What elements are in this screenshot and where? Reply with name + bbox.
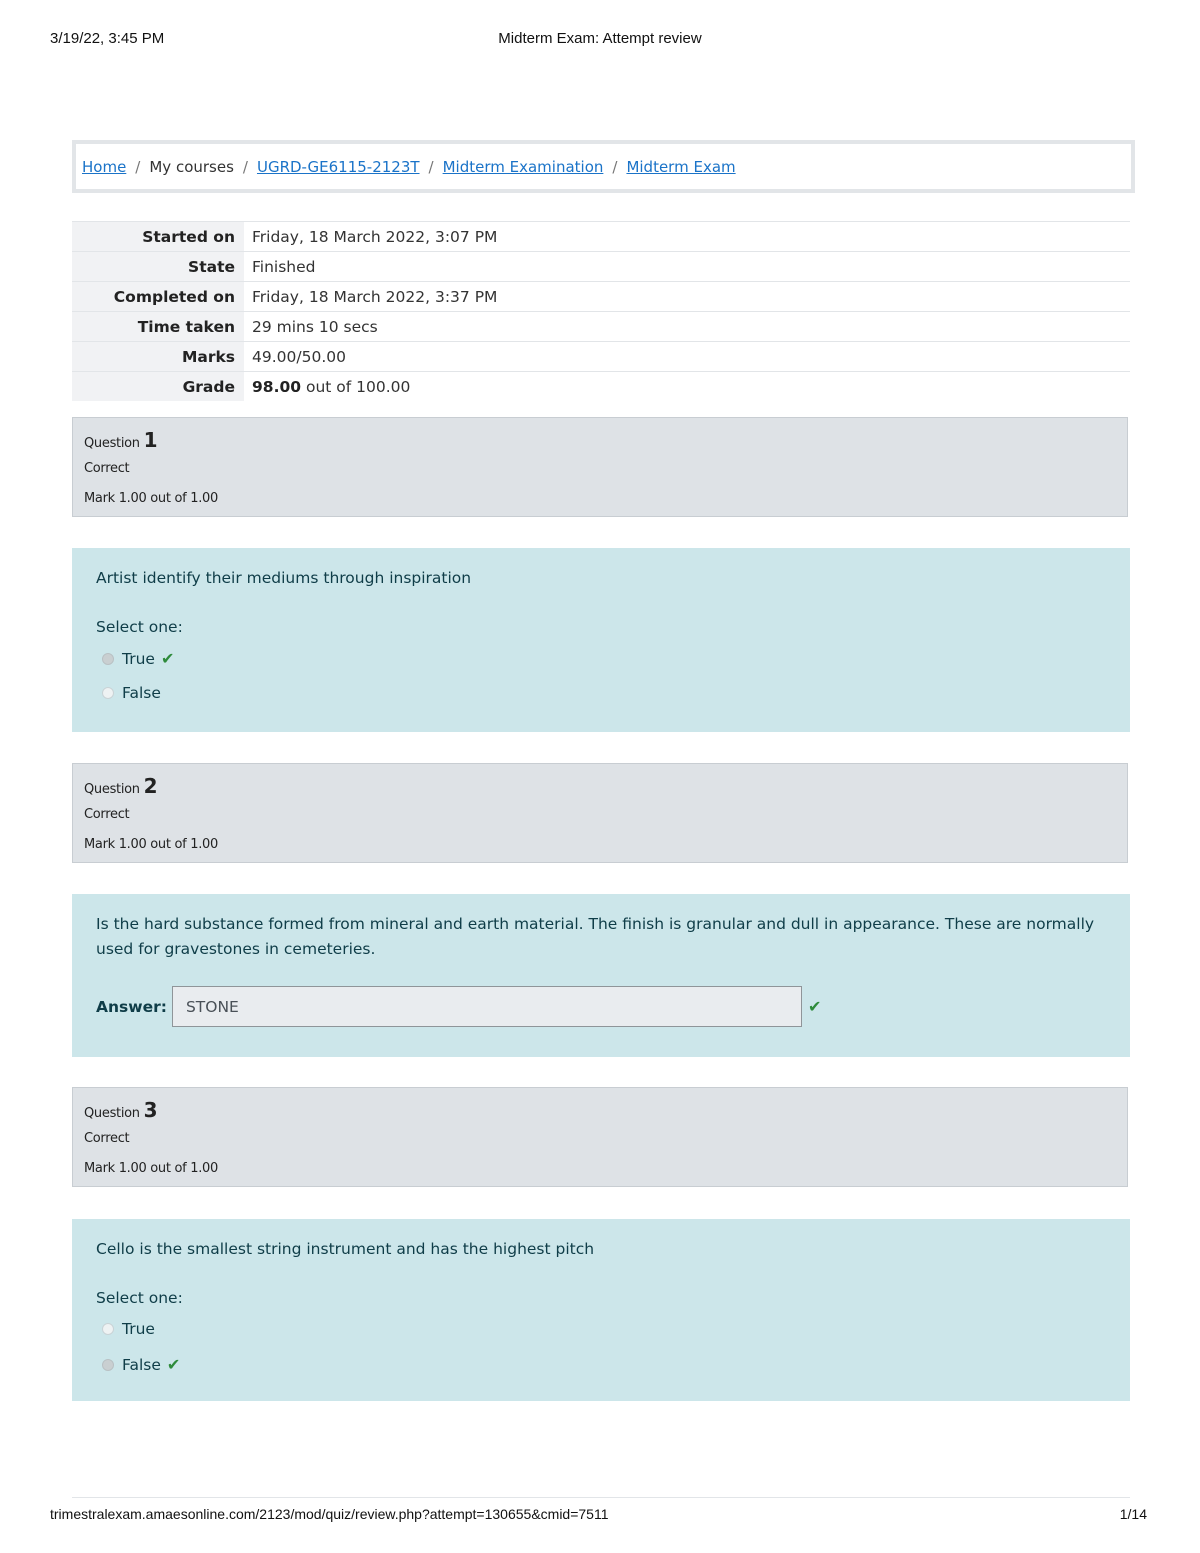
summary-value: 29 mins 10 secs [244, 312, 1130, 342]
breadcrumb-separator: / [242, 157, 248, 176]
option-false[interactable] [102, 684, 161, 702]
radio-button[interactable] [102, 653, 114, 665]
option-label: False [122, 684, 161, 702]
question-text: Is the hard substance formed from mineral and earth material. The finish is granular and dull in appearance. These are normally used for gravestones in cemeteries. [96, 915, 1095, 958]
breadcrumb-home-link[interactable]: Home [82, 157, 127, 176]
radio-button[interactable] [102, 687, 114, 699]
question-mark: Mark 1.00 out of 1.00 [84, 837, 218, 852]
question-label: Question [84, 782, 140, 797]
question-text: Cello is the smallest string instrument and has the highest pitch [96, 1240, 595, 1258]
summary-value: Finished [244, 252, 1130, 282]
question-1-info [72, 417, 1128, 517]
footer-divider [72, 1497, 1130, 1498]
print-page-title: Midterm Exam: Attempt review [498, 30, 702, 47]
correct-check-icon: ✔ [160, 649, 175, 668]
answer-label: Answer: [96, 997, 167, 1016]
question-number [84, 1098, 158, 1122]
print-date: 3/19/22, 3:45 PM [50, 30, 165, 47]
option-true[interactable] [102, 649, 174, 668]
summary-value: Friday, 18 March 2022, 3:07 PM [244, 222, 1130, 252]
breadcrumb-separator: / [612, 157, 618, 176]
summary-label: Completed on [72, 282, 244, 312]
question-number [84, 428, 158, 452]
option-true[interactable] [102, 1320, 155, 1338]
summary-label: Grade [72, 372, 244, 402]
question-3-content [72, 1219, 1130, 1401]
question-2-info [72, 763, 1128, 863]
question-3-info [72, 1087, 1128, 1187]
question-label: Question [84, 1106, 140, 1121]
option-label: True [122, 649, 155, 668]
question-state: Correct [84, 807, 130, 822]
grade-suffix: out of 100.00 [305, 377, 411, 396]
print-page-number: 1/14 [1119, 1506, 1147, 1522]
question-1-content [72, 548, 1130, 732]
breadcrumb-separator: / [135, 157, 141, 176]
question-state: Correct [84, 461, 130, 476]
grade-value: 98.00 [252, 377, 302, 396]
summary-row-completed [72, 282, 1130, 312]
option-false[interactable] [102, 1355, 180, 1374]
summary-row-state [72, 252, 1130, 282]
summary-label: Marks [72, 342, 244, 372]
question-label: Question [84, 436, 140, 451]
breadcrumb-my-courses: My courses [149, 157, 234, 176]
summary-value: 49.00/50.00 [244, 342, 1130, 372]
question-number-value: 1 [143, 428, 158, 452]
breadcrumb-section-link[interactable]: Midterm Examination [442, 157, 604, 176]
breadcrumb [72, 140, 1135, 193]
select-one-prompt: Select one: [96, 1289, 183, 1307]
breadcrumb-separator: / [428, 157, 434, 176]
question-mark: Mark 1.00 out of 1.00 [84, 491, 218, 506]
summary-label: Started on [72, 222, 244, 252]
question-number-value: 3 [143, 1098, 158, 1122]
question-2-content [72, 894, 1130, 1057]
summary-label: State [72, 252, 244, 282]
summary-row-started [72, 222, 1130, 252]
summary-row-time [72, 312, 1130, 342]
print-footer [50, 1506, 1147, 1526]
correct-check-icon: ✔ [166, 1355, 181, 1374]
question-mark: Mark 1.00 out of 1.00 [84, 1161, 218, 1176]
correct-check-icon: ✔ [807, 997, 822, 1016]
answer-input[interactable]: STONE [172, 986, 802, 1027]
summary-label: Time taken [72, 312, 244, 342]
question-number-value: 2 [143, 774, 158, 798]
question-state: Correct [84, 1131, 130, 1146]
radio-button[interactable] [102, 1323, 114, 1335]
attempt-summary-table [72, 221, 1130, 401]
breadcrumb-course-link[interactable]: UGRD-GE6115-2123T [256, 157, 420, 176]
summary-row-grade [72, 372, 1130, 402]
print-header [50, 30, 1150, 50]
print-url: trimestralexam.amaesonline.com/2123/mod/quiz/review.php?attempt=130655&cmid=7511 [50, 1506, 609, 1522]
breadcrumb-quiz-link[interactable]: Midterm Exam [626, 157, 736, 176]
radio-button[interactable] [102, 1359, 114, 1371]
summary-value [244, 372, 1130, 402]
summary-row-marks [72, 342, 1130, 372]
question-number [84, 774, 158, 798]
option-label: False [122, 1355, 161, 1374]
answer-row [96, 986, 821, 1027]
option-label: True [122, 1320, 155, 1338]
summary-value: Friday, 18 March 2022, 3:37 PM [244, 282, 1130, 312]
select-one-prompt: Select one: [96, 618, 183, 636]
question-text: Artist identify their mediums through inspiration [96, 569, 472, 587]
